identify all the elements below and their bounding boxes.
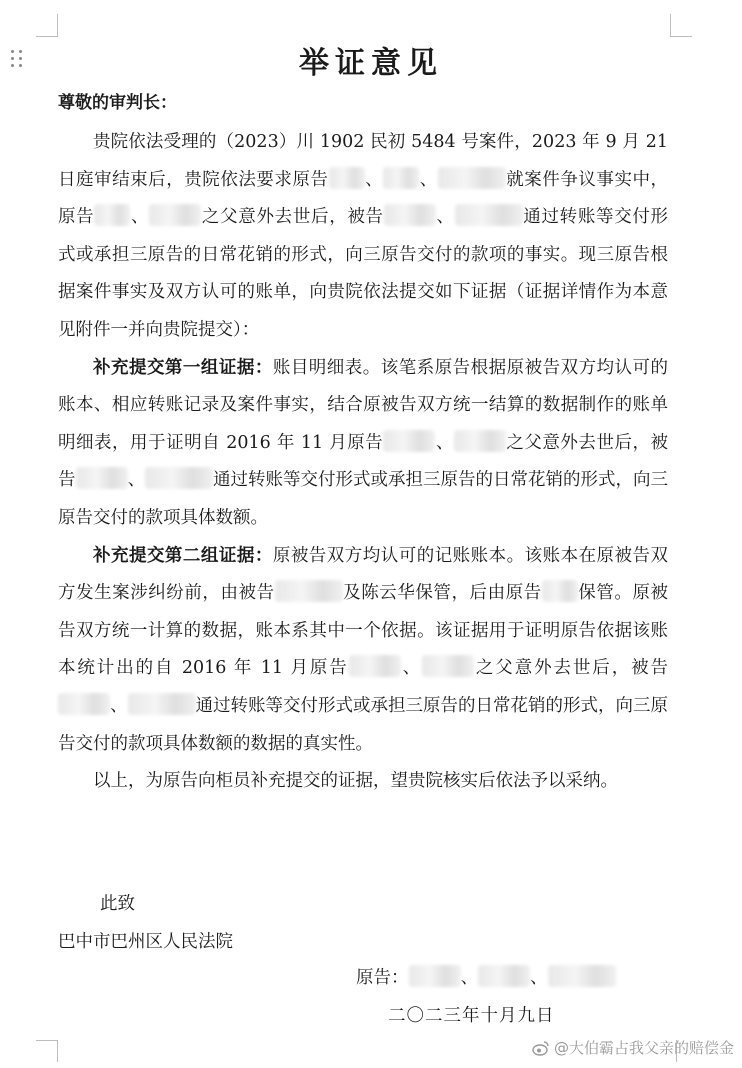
document-body xyxy=(58,124,668,801)
paragraph-intro: 贵院依法受理的（2023）川 1902 民初 5484 号案件，2023 年 9 月 21 日庭审结束后，贵院依法要求原告 、 、 就案件争议事实中，原告 、 之父意外去世后，被告 、 通过转账等交付形式或承担三原告的日常花销的形式，向三原告交付的款项的事实。现三原告根据案件事实及双方认可的账单，向贵院依法提交如下证据（证据详情作为本意见附件一并向贵院提交）： xyxy=(58,132,669,340)
document-date: 二〇二三年十月九日 xyxy=(388,1006,555,1026)
redacted-name xyxy=(145,467,213,489)
redacted-name xyxy=(94,204,130,226)
weibo-watermark: @大伯霸占我父亲的赔偿金 xyxy=(532,1037,734,1058)
plaintiff-signature: 原告： 、 、 xyxy=(356,964,616,989)
crop-mark-top-left-h xyxy=(36,36,58,37)
redacted-name xyxy=(384,204,436,226)
crop-mark-bottom-left-v xyxy=(57,1040,58,1062)
redacted-name xyxy=(383,167,419,189)
salutation: 尊敬的审判长： xyxy=(58,93,177,113)
redacted-name xyxy=(455,204,523,226)
crop-mark-top-right-v xyxy=(670,14,671,36)
redacted-name xyxy=(542,580,578,602)
redacted-name xyxy=(454,430,506,452)
redacted-name xyxy=(329,167,365,189)
redacted-name xyxy=(128,693,196,715)
redacted-name xyxy=(422,655,474,677)
paragraph-conclusion: 以上，为原告向柜员补充提交的证据，望贵院核实后依法予以采纳。 xyxy=(93,771,618,792)
redacted-name xyxy=(548,965,616,987)
crop-mark-top-right-h xyxy=(670,36,692,37)
redacted-name xyxy=(409,965,461,987)
closing-cizhi: 此致 xyxy=(100,894,135,914)
redacted-name xyxy=(349,655,401,677)
crop-mark-bottom-left-h xyxy=(36,1040,58,1041)
evidence-2-heading: 补充提交第二组证据： xyxy=(93,545,273,566)
redacted-name xyxy=(149,204,201,226)
redacted-name xyxy=(438,167,506,189)
weibo-logo-icon xyxy=(532,1040,550,1056)
redacted-name xyxy=(383,430,435,452)
redacted-name xyxy=(76,467,128,489)
crop-mark-top-left-v xyxy=(57,14,58,36)
evidence-1-heading: 补充提交第一组证据： xyxy=(93,357,273,378)
document-title: 举证意见 xyxy=(299,46,443,81)
redacted-name xyxy=(478,965,530,987)
paragraph-evidence-1: 补充提交第一组证据：账目明细表。该笔系原告根据原被告双方均认可的账本、相应转账记录及案件事实，结合原被告双方统一结算的数据制作的账单明细表，用于证明自 2016 年 11 月原告 、 之父意外去世后，被告 、 通过转账等交付形式或承担三原告的日常花销的形式，向三原告交付的款项具体数额。 xyxy=(58,357,669,528)
paragraph-evidence-2: 补充提交第二组证据：原被告双方均认可的记账账本。该账本在原被告双方发生案涉纠纷前，由被告 及陈云华保管，后由原告 保管。原被告双方统一计算的数据，账本系其中一个依据。该证据用于证明原告依据该账本统计出的自 2016 年 11 月原告 、 之父意外去世后，被告、 通过转账等交付形式或承担三原告的日常花销的形式，向三原告交付的款项具体数额的数据的真实性。 xyxy=(58,545,669,754)
recipient-court: 巴中市巴州区人民法院 xyxy=(58,932,233,952)
redacted-name xyxy=(275,580,343,602)
redacted-name xyxy=(58,693,110,715)
